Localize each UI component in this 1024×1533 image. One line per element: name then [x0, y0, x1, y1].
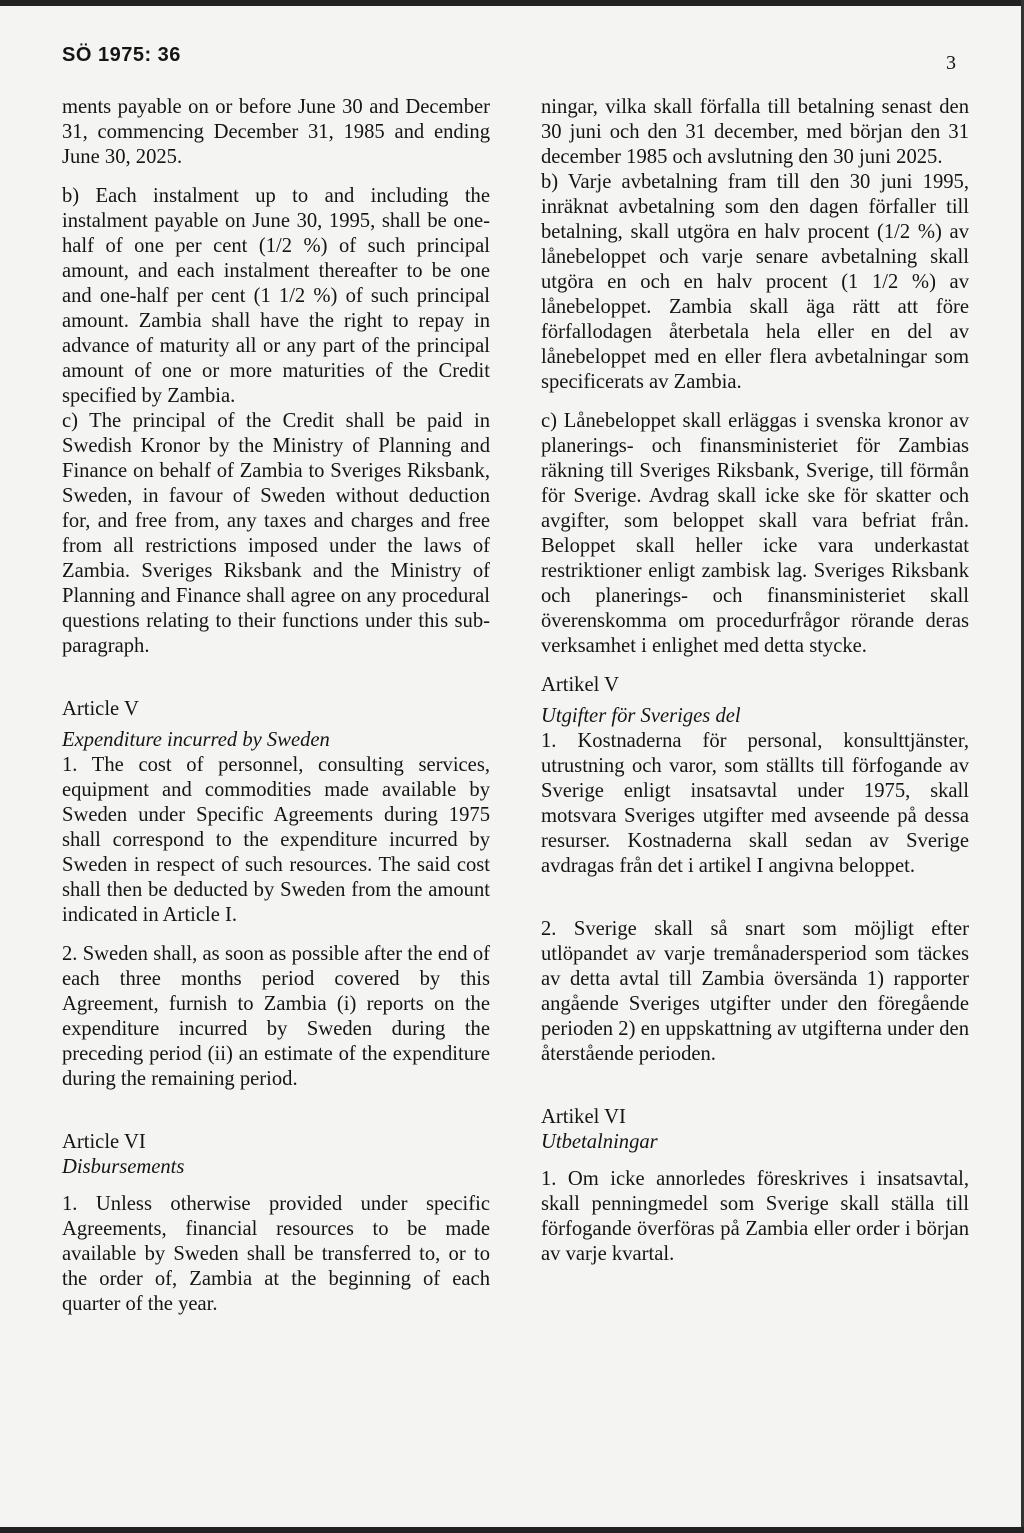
- english-article-5-paragraph-2: 2. Sweden shall, as soon as possible after the end of each three months period covered by this Agreement, furnish to Zambia (i) reports on the expenditure incurred by Sweden during the preceding period (ii) an estimate of the expenditure during the remaining period.: [62, 943, 490, 1090]
- english-paragraph-b: b) Each instalment up to and including the instalment payable on June 30, 1995, shall be one-half of one per cent (1/2 %) of such principal amount, and each instalment thereafter to be one and one-half per cent (1 1/2 %) of such principal amount. Zambia shall have the right to repay in advance of maturity all or any part of the principal amount of one or more maturities of the Credit specified by Zambia.: [62, 185, 490, 407]
- page-number: 3: [946, 52, 956, 74]
- swedish-paragraph-b: b) Varje avbetalning fram till den 30 juni 1995, inräknat avbetalning som den dagen förfaller till betalning, skall utgöra en halv procent (1/2 %) av lånebeloppet och varje senare avbetalning skall utgöra en och en halv procent (1 1/2 %) av lånebeloppet. Zambia skall äga rätt att före förfallodagen återbetala hela eller en del av lånebeloppet med en eller flera avbetalningar som specificerats av Zambia.: [541, 171, 969, 393]
- swedish-column: [541, 95, 969, 1267]
- english-article-5-heading: Article V: [62, 698, 139, 720]
- swedish-article-5-paragraph-1: 1. Kostnaderna för personal, konsulttjänster, utrustning och varor, som ställts till förfogande av Sverige enligt insatsavtal under 1975, skall motsvara Sveriges utgifter med avseende på dessa resurser. Kostnaderna skall sedan av Sverige avdragas från det i artikel I angivna beloppet.: [541, 730, 969, 877]
- swedish-article-5-subheading: Utgifter för Sveriges del: [541, 705, 741, 727]
- swedish-paragraph-c: c) Lånebeloppet skall erläggas i svenska kronor av planerings- och finansministeriet för Zambias räkning till Sveriges Riksbank, Sverige, till förmån för Sverige. Avdrag skall icke ske för skatter och avgifter, som beloppet skall vara befriat från. Beloppet skall heller icke vara underkastat restriktioner enligt zambisk lag. Sveriges Riksbank och planerings- och finansministeriet skall överenskomma om procedurfrågor rörande deras verksamhet i enlighet med detta stycke.: [541, 410, 969, 657]
- english-article-6-paragraph-1: 1. Unless otherwise provided under specific Agreements, financial resources to be made available by Sweden shall be transferred to, or to the order of, Zambia at the beginning of each quarter of the year.: [62, 1193, 490, 1315]
- swedish-article-5-heading: Artikel V: [541, 674, 619, 696]
- english-paragraph-1: ments payable on or before June 30 and December 31, commencing December 31, 1985 and ending June 30, 2025.: [62, 96, 490, 168]
- english-paragraph-c: c) The principal of the Credit shall be paid in Swedish Kronor by the Ministry of Planning and Finance on behalf of Zambia to Sveriges Riksbank, Sweden, in favour of Sweden without deduction for, and free from, any taxes and charges and free from all restrictions imposed under the laws of Zambia. Sveriges Riksbank and the Ministry of Planning and Finance shall agree on any procedural questions relating to their functions under this sub-paragraph.: [62, 410, 490, 657]
- english-article-5-paragraph-1: 1. The cost of personnel, consulting services, equipment and commodities made available by Sweden under Specific Agreements during 1975 shall correspond to the expenditure incurred by Sweden in respect of such resources. The said cost shall then be deducted by Sweden from the amount indicated in Article I.: [62, 754, 490, 926]
- swedish-article-6-heading: Artikel VI: [541, 1106, 626, 1128]
- document-reference: SÖ 1975: 36: [62, 44, 181, 66]
- scan-border-bottom: [0, 1527, 1024, 1533]
- swedish-article-6-paragraph-1: 1. Om icke annorledes föreskrives i insatsavtal, skall penningmedel som Sverige skall ställa till förfogande överföras på Zambia eller order i början av varje kvartal.: [541, 1168, 969, 1265]
- swedish-article-5-paragraph-2: 2. Sverige skall så snart som möjligt efter utlöpandet av varje tremånadersperiod som täckes av detta avtal till Zambia översända 1) rapporter angående Sveriges utgifter under den föregående perioden 2) en uppskattning av utgifterna under den återstående perioden.: [541, 918, 969, 1065]
- english-article-6-heading: Article VI: [62, 1131, 146, 1153]
- english-column: [62, 95, 490, 1317]
- english-article-6-subheading: Disbursements: [62, 1156, 185, 1178]
- scan-border-top: [0, 0, 1024, 6]
- swedish-article-6-subheading: Utbetalningar: [541, 1131, 658, 1153]
- english-article-5-subheading: Expenditure incurred by Sweden: [62, 729, 330, 751]
- swedish-paragraph-1: ningar, vilka skall förfalla till betalning senast den 30 juni och den 31 december, med början den 31 december 1985 och avslutning den 30 juni 2025.: [541, 96, 969, 168]
